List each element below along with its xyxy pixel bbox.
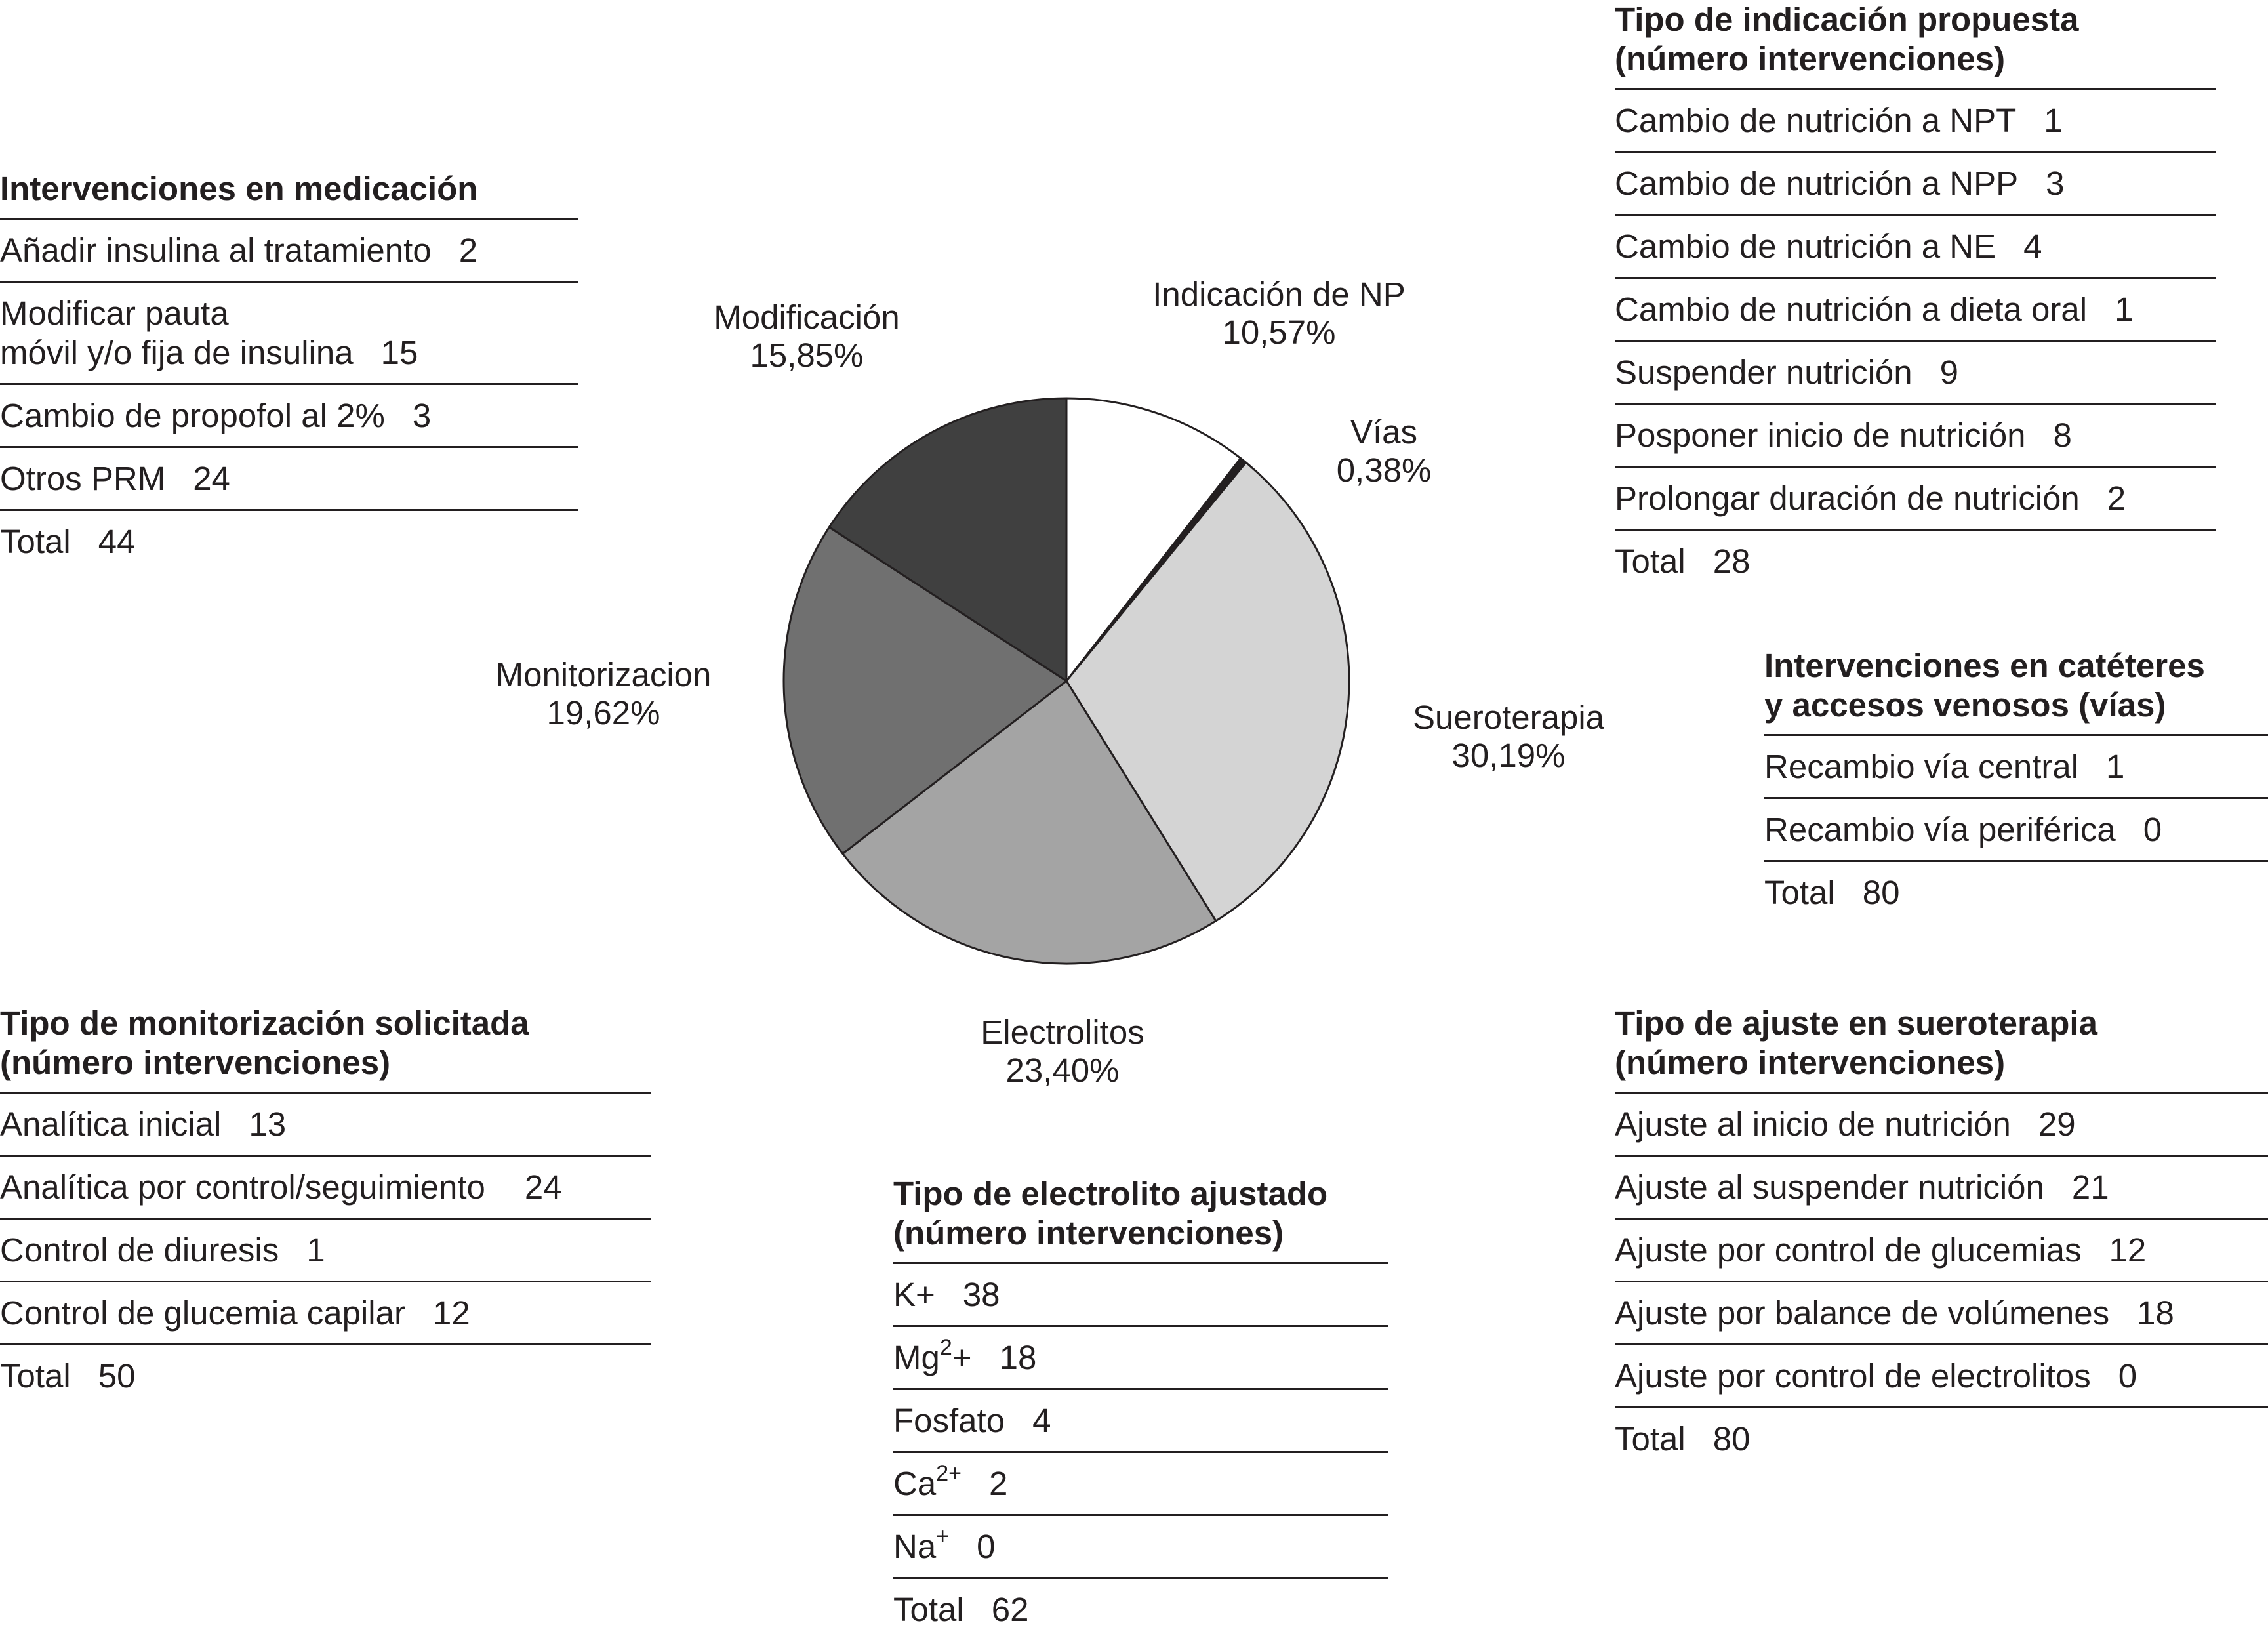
table-row: Ajuste al inicio de nutrición 29 xyxy=(1615,1094,2268,1157)
slice-percent: 15,85% xyxy=(750,337,864,374)
total-row: Total 50 xyxy=(0,1357,136,1395)
table-row: Prolongar duración de nutrición 2 xyxy=(1615,468,2216,531)
total-row: Total 28 xyxy=(1615,543,1751,580)
total-row: Total 44 xyxy=(0,523,136,560)
table-row: Cambio de propofol al 2% 3 xyxy=(0,385,578,448)
slice-percent: 30,19% xyxy=(1451,737,1566,774)
table-row: $Mg^2+ 18$ xyxy=(893,1327,1388,1390)
electrolito-panel xyxy=(893,1174,1388,1640)
cateteres-panel xyxy=(1764,646,2268,923)
table-row: Analítica por control/seguimiento 24 xyxy=(0,1157,651,1220)
indicacion-panel xyxy=(1615,0,2216,592)
table-row: Cambio de nutrición a NE 4 xyxy=(1615,216,2216,279)
panel-title: Tipo de indicación propuesta (número intervenciones) xyxy=(1615,0,2216,90)
table-row: K+ 38 xyxy=(893,1264,1388,1327)
sueroterapia-panel xyxy=(1615,1004,2268,1469)
slice-percent: 10,57% xyxy=(1222,314,1336,351)
slice-name: Modificación xyxy=(714,298,900,336)
table-row: Ajuste por control de glucemias 12 xyxy=(1615,1220,2268,1282)
table-row: Ajuste por control de electrolitos 0 xyxy=(1615,1345,2268,1408)
table-row: Cambio de nutrición a dieta oral 1 xyxy=(1615,279,2216,342)
monitorizacion-panel xyxy=(0,1004,651,1406)
slice-name: Monitorizacion xyxy=(495,656,712,693)
slice-label-electrolitos xyxy=(931,1014,1194,1090)
table-row: Control de diuresis 1 xyxy=(0,1220,651,1282)
panel-title: Tipo de ajuste en sueroterapia (número intervenciones) xyxy=(1615,1004,2268,1094)
table-row: Fosfato 4 xyxy=(893,1390,1388,1453)
table-row: Añadir insulina al tratamiento 2 xyxy=(0,220,578,283)
table-row: Analítica inicial 13 xyxy=(0,1094,651,1157)
medicacion-panel xyxy=(0,169,578,572)
slice-label-vias xyxy=(1259,413,1509,489)
slice-label-indicacion-np xyxy=(1115,276,1443,352)
panel-title: Tipo de electrolito ajustado (número intervenciones) xyxy=(893,1174,1388,1264)
total-row: Total 80 xyxy=(1764,874,1900,911)
table-row: Cambio de nutrición a NPP 3 xyxy=(1615,153,2216,216)
table-row: Suspender nutrición 9 xyxy=(1615,342,2216,405)
table-row: Control de glucemia capilar 12 xyxy=(0,1282,651,1345)
table-row: $Ca^{2+}$ 2 xyxy=(893,1453,1388,1516)
table-row: Na+ 0 xyxy=(893,1516,1388,1579)
slice-percent: 23,40% xyxy=(1005,1052,1120,1089)
panel-title: Tipo de monitorización solicitada (número intervenciones) xyxy=(0,1004,651,1094)
table-row: Recambio vía central 1 xyxy=(1764,736,2268,799)
slice-name: Sueroterapia xyxy=(1412,699,1605,736)
table-row: Otros PRM 24 xyxy=(0,448,578,511)
slice-name: Vías xyxy=(1350,413,1418,451)
table-row: Ajuste al suspender nutrición 21 xyxy=(1615,1157,2268,1220)
table-row: Cambio de nutrición a NPT 1 xyxy=(1615,90,2216,153)
total-row: Total 62 xyxy=(893,1591,1029,1628)
slice-label-modificacion xyxy=(676,298,938,375)
slice-name: Electrolitos xyxy=(981,1014,1144,1051)
panel-title: Intervenciones en medicación xyxy=(0,169,578,220)
slice-name: Indicación de NP xyxy=(1152,276,1406,313)
table-row: Posponer inicio de nutrición 8 xyxy=(1615,405,2216,468)
slice-percent: 19,62% xyxy=(546,694,660,731)
panel-title: Intervenciones en catéteres y accesos venosos (vías) xyxy=(1764,646,2268,736)
total-row: Total 80 xyxy=(1615,1420,1751,1458)
slice-percent: 0,38% xyxy=(1336,451,1432,489)
slice-label-monitorizacion xyxy=(459,656,748,732)
slice-label-sueroterapia xyxy=(1377,699,1640,775)
table-row: Ajuste por balance de volúmenes 18 xyxy=(1615,1282,2268,1345)
table-row: Recambio vía periférica 0 xyxy=(1764,799,2268,862)
table-row: Modificar pauta móvil y/o fija de insulina 15 xyxy=(0,283,578,385)
